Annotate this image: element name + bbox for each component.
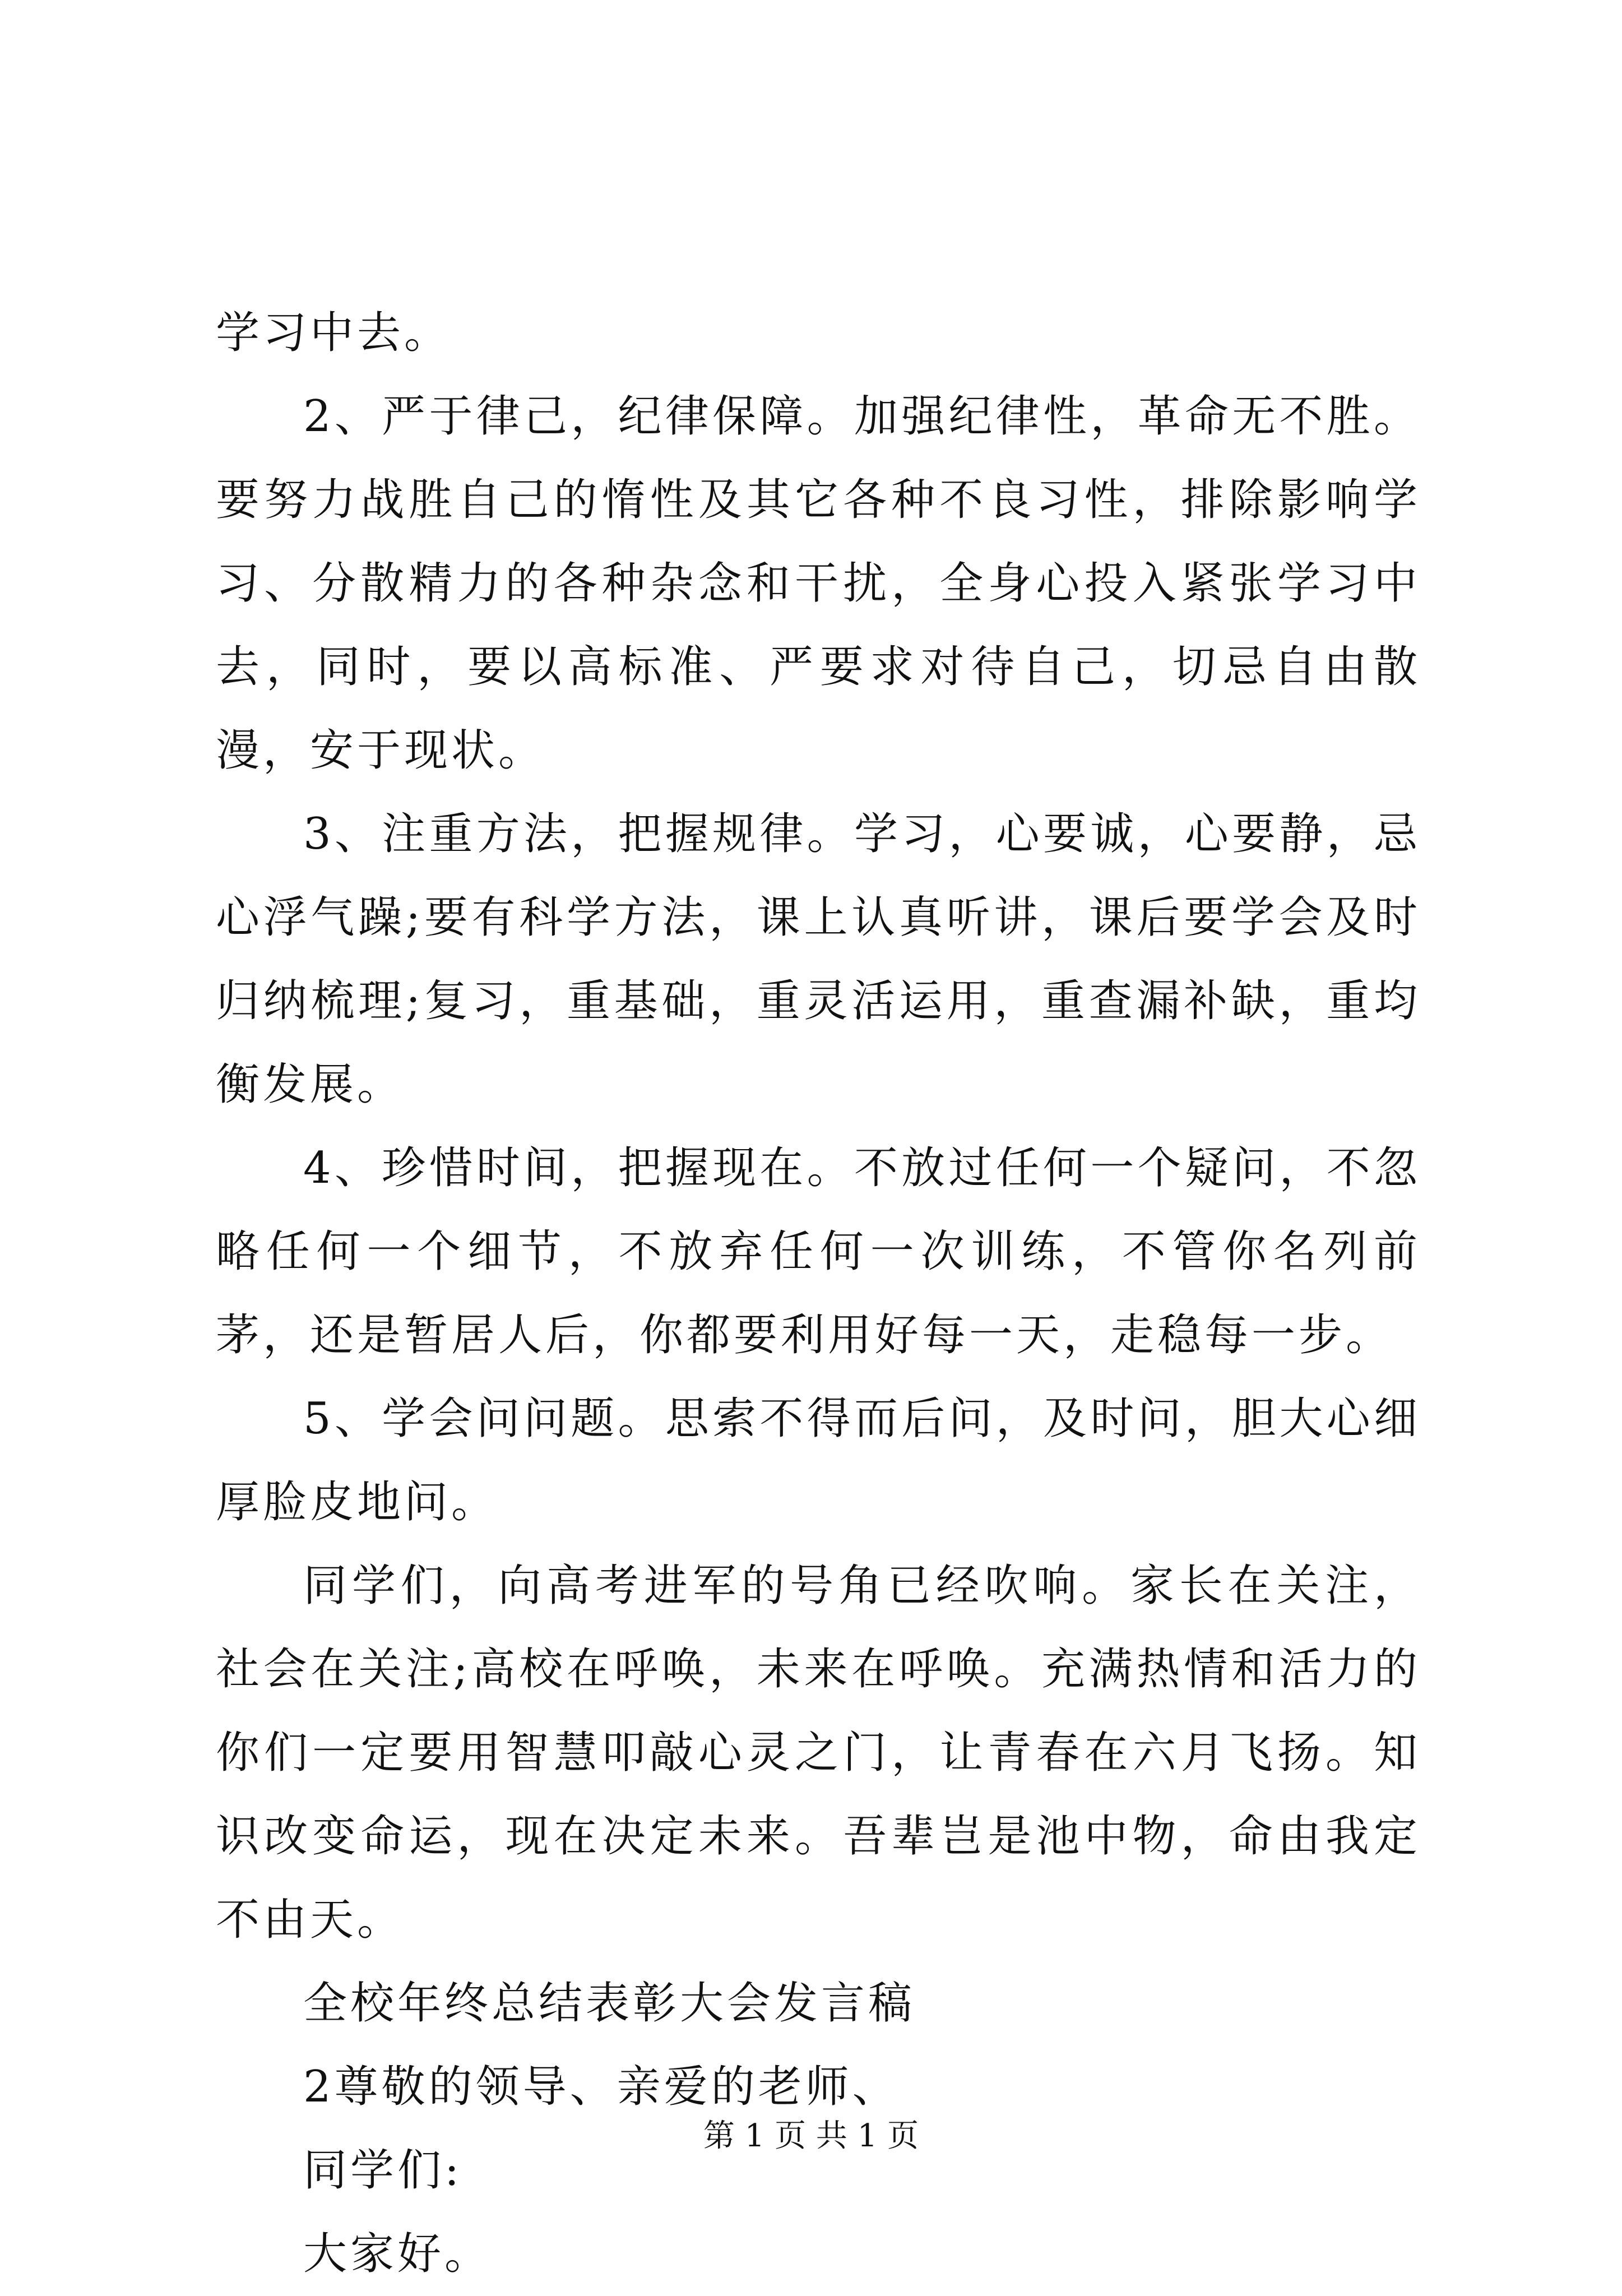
paragraph-point-2: 2、严于律己，纪律保障。加强纪律性，革命无不胜。要努力战胜自己的惰性及其它各种不良习性，排除影响学习、分散精力的各种杂念和干扰，全身心投入紧张学习中去，同时，要以高标准、严要求对待自己，切忌自由散漫，安于现状。 <box>216 391 1421 776</box>
paragraph-point-3: 3、注重方法，把握规律。学习，心要诚，心要静，忌心浮气躁;要有科学方法，课上认真听讲，课后要学会及时归纳梳理;复习，重基础，重灵活运用，重查漏补缺，重均衡发展。 <box>216 809 1421 1110</box>
greeting: 大家好。 <box>303 2229 492 2279</box>
paragraph-point-5: 5、学会问问题。思索不得而后问，及时问，胆大心细厚脸皮地问。 <box>216 1394 1421 1527</box>
page-footer: 第 1 页 共 1 页 <box>703 2118 919 2154</box>
document-body <box>216 291 1421 2296</box>
salutation-line-1: 2尊敬的领导、亲爱的老师、 <box>303 2062 900 2112</box>
paragraph-closing: 同学们，向高考进军的号角已经吹响。家长在关注，社会在关注;高校在呼唤，未来在呼唤。充满热情和活力的你们一定要用智慧叩敲心灵之门，让青春在六月飞扬。知识改变命运，现在决定未来。吾辈岂是池中物，命由我定不由天。 <box>216 1561 1421 1945</box>
paragraph-point-4: 4、珍惜时间，把握现在。不放过任何一个疑问，不忽略任何一个细节，不放弃任何一次训练，不管你名列前茅，还是暂居人后，你都要利用好每一天，走稳每一步。 <box>216 1143 1421 1360</box>
speech-title: 全校年终总结表彰大会发言稿 <box>303 1978 916 2029</box>
salutation-line-2: 同学们: <box>303 2145 463 2196</box>
paragraph-continuation: 学习中去。 <box>216 308 452 358</box>
